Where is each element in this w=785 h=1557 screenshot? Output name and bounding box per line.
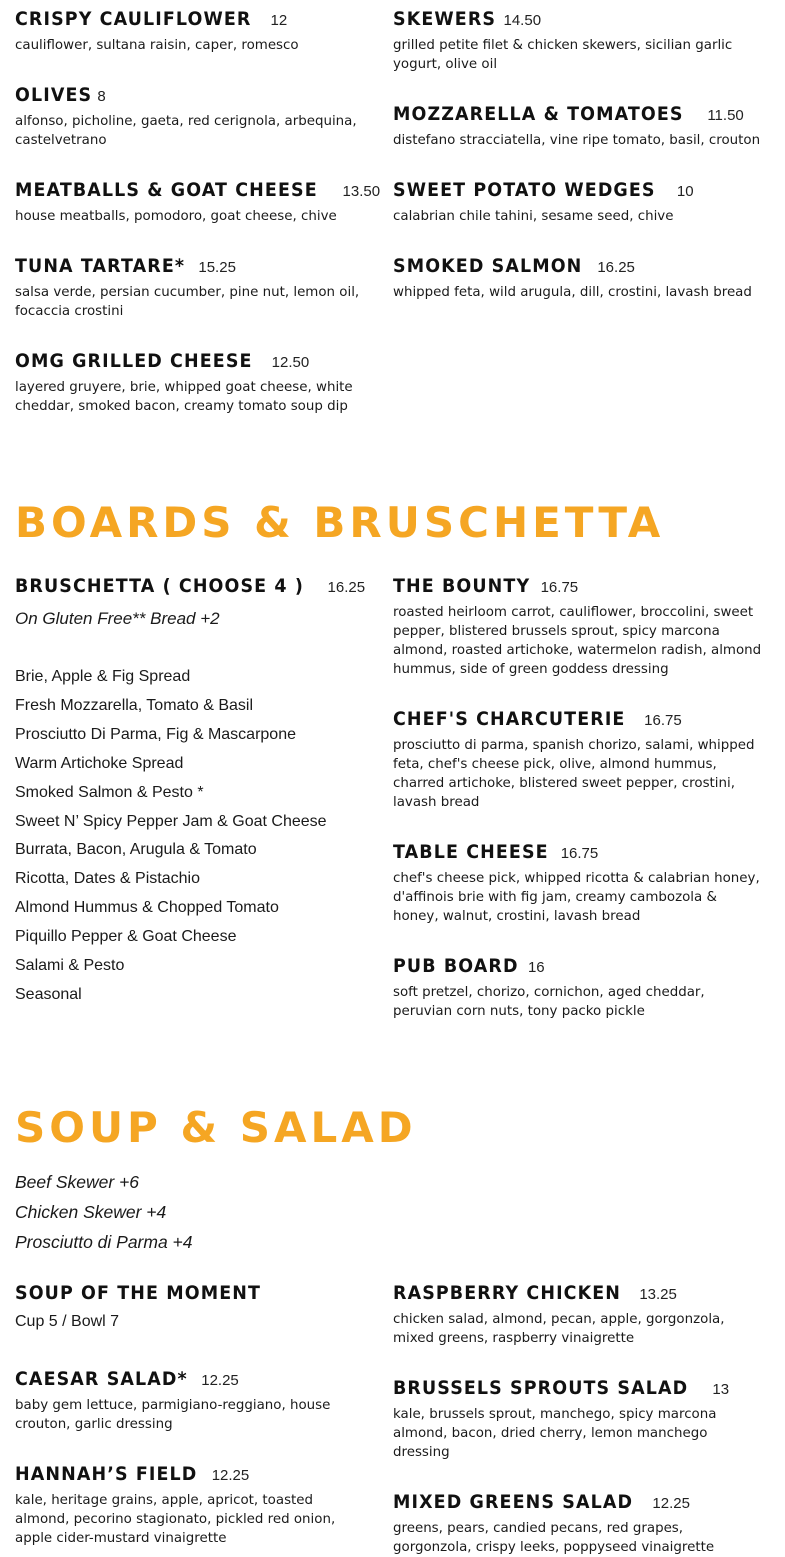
item-price: 8 — [97, 88, 106, 105]
menu-item — [15, 86, 365, 150]
item-name: BRUSSELS SPROUTS SALAD — [393, 1377, 689, 1399]
item-description: layered gruyere, brie, whipped goat cheese, white cheddar, smoked bacon, creamy tomato soup dip — [15, 380, 353, 414]
bruschetta-options-list — [15, 663, 365, 1010]
item-price: 12.25 — [201, 1372, 239, 1389]
item-description: alfonso, picholine, gaeta, red cerignola, arbequina, castelvetrano — [15, 114, 357, 148]
menu-item — [393, 1379, 763, 1462]
item-price: 12.25 — [652, 1495, 690, 1512]
item-price: 10 — [676, 183, 694, 200]
list-item: Ricotta, Dates & Pistachio — [15, 870, 200, 888]
menu-item — [15, 179, 381, 226]
menu-item — [393, 181, 763, 226]
menu-item — [393, 577, 763, 679]
menu-item — [393, 1493, 763, 1557]
section-heading-soup-salad: SOUP & SALAD — [15, 1103, 417, 1152]
item-name: PUB BOARD — [393, 955, 519, 977]
menu-item — [15, 352, 365, 416]
list-item: Salami & Pesto — [15, 957, 125, 975]
item-price: 13.25 — [639, 1286, 677, 1303]
item-description: greens, pears, candied pecans, red grapes, gorgonzola, crispy leeks, poppyseed vinaigrette — [393, 1521, 715, 1555]
menu-item — [15, 10, 365, 55]
item-description: kale, brussels sprout, manchego, spicy marcona almond, bacon, dried cherry, lemon manchego dressing — [393, 1407, 717, 1460]
item-name: TUNA TARTARE* — [15, 255, 186, 277]
item-name: CHEF'S CHARCUTERIE — [393, 708, 626, 730]
item-price: 16.25 — [597, 259, 635, 276]
item-price: 15.25 — [198, 259, 236, 276]
list-item: Smoked Salmon & Pesto * — [15, 783, 204, 801]
list-item: Warm Artichoke Spread — [15, 754, 184, 772]
item-price: 16.75 — [540, 579, 579, 596]
item-name: THE BOUNTY — [393, 575, 531, 597]
soup-sizes: Cup 5 / Bowl 7 — [15, 1313, 120, 1330]
item-name: RASPBERRY CHICKEN — [393, 1282, 622, 1304]
item-description: distefano stracciatella, vine ripe tomato, basil, crouton — [393, 133, 761, 148]
menu-item — [393, 1284, 763, 1348]
item-description: kale, heritage grains, apple, apricot, toasted almond, pecorino stagionato, pickled red onion, apple cider-mustard vinaigrette — [15, 1493, 336, 1546]
item-name: CAESAR SALAD* — [15, 1368, 188, 1390]
list-item: Sweet N’ Spicy Pepper Jam & Goat Cheese — [15, 812, 327, 830]
item-description: salsa verde, persian cucumber, pine nut, lemon oil, focaccia crostini — [15, 285, 360, 319]
item-description: roasted heirloom carrot, cauliflower, broccolini, sweet pepper, blistered brussels sprout, spicy marcona almond, roasted artichoke, watermelon radish, almond hummus, side of green goddess dressing — [393, 605, 762, 677]
item-price: 13 — [712, 1381, 730, 1398]
item-name: OMG GRILLED CHEESE — [15, 350, 253, 372]
item-name: SOUP OF THE MOMENT — [15, 1282, 262, 1304]
item-description: soft pretzel, chorizo, cornichon, aged cheddar, peruvian corn nuts, tony packo pickle — [393, 985, 705, 1019]
item-name: TABLE CHEESE — [393, 841, 549, 863]
addon-item: Chicken Skewer +4 — [15, 1202, 167, 1222]
item-description: whipped feta, wild arugula, dill, crostini, lavash bread — [393, 285, 752, 300]
addon-item: Beef Skewer +6 — [15, 1172, 140, 1192]
item-price: 14.50 — [503, 12, 542, 29]
addons-list — [15, 1167, 365, 1257]
item-price: 16 — [527, 959, 545, 976]
item-description: chef's cheese pick, whipped ricotta & calabrian honey, d'affinois brie with fig jam, creamy cambozola & honey, walnut, crostini, lavash bread — [393, 871, 760, 924]
item-price: 13.50 — [342, 183, 381, 200]
item-description: house meatballs, pomodoro, goat cheese, chive — [15, 209, 337, 224]
item-price: 12.25 — [211, 1467, 250, 1484]
menu-item — [393, 257, 763, 302]
item-name: MEATBALLS & GOAT CHEESE — [15, 179, 318, 201]
list-item: Prosciutto Di Parma, Fig & Mascarpone — [15, 725, 296, 743]
menu-item — [393, 105, 763, 150]
list-item: Fresh Mozzarella, Tomato & Basil — [15, 696, 254, 714]
item-price: 11.50 — [707, 107, 744, 124]
item-name: SKEWERS — [393, 8, 497, 30]
item-name: SWEET POTATO WEDGES — [393, 179, 656, 201]
list-item: Piquillo Pepper & Goat Cheese — [15, 928, 237, 946]
item-name: MIXED GREENS SALAD — [393, 1491, 634, 1513]
soup-item — [15, 1284, 365, 1331]
menu-item — [15, 257, 365, 321]
item-description: cauliflower, sultana raisin, caper, romesco — [15, 38, 299, 53]
addon-item: Prosciutto di Parma +4 — [15, 1232, 193, 1252]
item-description: prosciutto di parma, spanish chorizo, salami, whipped feta, chef's cheese pick, olive, almond hummus, charred artichoke, blistered sweet pepper, crostini, lavash bread — [393, 738, 755, 810]
item-price: 16.75 — [644, 712, 682, 729]
item-price: 16.75 — [560, 845, 599, 862]
list-item: Seasonal — [15, 985, 82, 1003]
section-heading-boards: BOARDS & BRUSCHETTA — [15, 498, 665, 547]
item-description: grilled petite filet & chicken skewers, sicilian garlic yogurt, olive oil — [393, 38, 733, 72]
item-price: 12 — [270, 12, 288, 29]
item-price: 16.25 — [327, 579, 366, 596]
item-name: CRISPY CAULIFLOWER — [15, 8, 252, 30]
item-description: chicken salad, almond, pecan, apple, gorgonzola, mixed greens, raspberry vinaigrette — [393, 1312, 725, 1346]
menu-item — [393, 957, 763, 1021]
item-price: 12.50 — [271, 354, 310, 371]
menu-item — [393, 10, 763, 74]
item-name: SMOKED SALMON — [393, 255, 583, 277]
item-description: calabrian chile tahini, sesame seed, chive — [393, 209, 674, 224]
list-item: Almond Hummus & Chopped Tomato — [15, 899, 279, 917]
item-name: HANNAH’S FIELD — [15, 1463, 198, 1485]
gluten-free-note: On Gluten Free** Bread +2 — [15, 609, 220, 628]
list-item: Brie, Apple & Fig Spread — [15, 668, 191, 685]
item-name: MOZZARELLA & TOMATOES — [393, 103, 684, 125]
item-name: BRUSCHETTA ( CHOOSE 4 ) — [15, 575, 304, 597]
bruschetta-item — [15, 577, 365, 629]
item-name: OLIVES — [15, 84, 93, 106]
list-item: Burrata, Bacon, Arugula & Tomato — [15, 841, 257, 859]
menu-item — [15, 1370, 365, 1434]
item-description: baby gem lettuce, parmigiano-reggiano, house crouton, garlic dressing — [15, 1398, 331, 1432]
menu-item — [393, 710, 763, 812]
menu-item — [15, 1465, 365, 1548]
menu-item — [393, 843, 763, 926]
